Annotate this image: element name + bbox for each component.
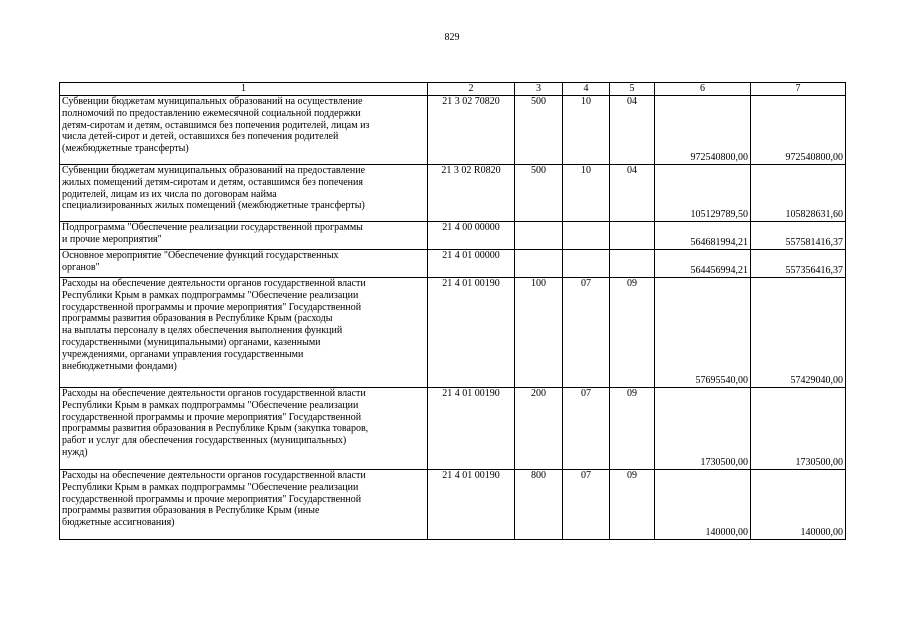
header-cell-2: 2 (428, 83, 515, 96)
row-code: 21 3 02 R0820 (428, 165, 515, 222)
table-header-row (60, 83, 846, 96)
row-col5: 09 (610, 470, 655, 540)
header-cell-7: 7 (751, 83, 846, 96)
row-amount-7: 140000,00 (751, 470, 846, 540)
row-amount-6: 564456994,21 (655, 250, 751, 278)
row-col3 (515, 250, 563, 278)
row-col4: 07 (563, 278, 610, 388)
row-name: Расходы на обеспечение деятельности органов государственной власти Республики Крым в рамках подпрограммы "Обеспечение реализации государственной программы и прочие мероприятия" Государственной программы развития образования в Республике Крым (иные бюджетные ассигнования) (60, 470, 428, 540)
header-cell-1: 1 (60, 83, 428, 96)
row-name: Расходы на обеспечение деятельности органов государственной власти Республики Крым в рамках подпрограммы "Обеспечение реализации государственной программы и прочие мероприятия" Государственной программы развития образования в Республике Крым (расходы на выплаты персоналу в целях обеспечения выполнения функций государственными (муниципальными) органами, казенными учреждениями, органами управления государственными внебюджетными фондами) (60, 278, 428, 388)
budget-table (59, 82, 846, 540)
row-col5: 09 (610, 388, 655, 470)
row-col4: 07 (563, 388, 610, 470)
row-code: 21 4 00 00000 (428, 222, 515, 250)
row-amount-7: 1730500,00 (751, 388, 846, 470)
table-row (60, 470, 846, 540)
row-name: Подпрограмма "Обеспечение реализации государственной программы и прочие мероприятия" (60, 222, 428, 250)
table-row (60, 250, 846, 278)
row-code: 21 4 01 00190 (428, 278, 515, 388)
row-amount-6: 564681994,21 (655, 222, 751, 250)
row-code: 21 4 01 00190 (428, 388, 515, 470)
row-amount-7: 557581416,37 (751, 222, 846, 250)
row-amount-6: 105129789,50 (655, 165, 751, 222)
row-col3: 100 (515, 278, 563, 388)
table-row (60, 96, 846, 165)
row-amount-6: 972540800,00 (655, 96, 751, 165)
row-col5: 09 (610, 278, 655, 388)
row-col4: 07 (563, 470, 610, 540)
row-code: 21 3 02 70820 (428, 96, 515, 165)
row-amount-6: 57695540,00 (655, 278, 751, 388)
header-cell-5: 5 (610, 83, 655, 96)
row-code: 21 4 01 00000 (428, 250, 515, 278)
table-row (60, 165, 846, 222)
row-col5 (610, 250, 655, 278)
row-amount-7: 972540800,00 (751, 96, 846, 165)
row-col3 (515, 222, 563, 250)
row-name: Субвенции бюджетам муниципальных образований на осуществление полномочий по предоставлению ежемесячной социальной поддержки детям-сиротам и детям, оставшимся без попечения родителей, лицам из числа детей-сирот и детей, оставшихся без попечения родителей (межбюджетные трансферты) (60, 96, 428, 165)
row-amount-6: 140000,00 (655, 470, 751, 540)
row-amount-7: 557356416,37 (751, 250, 846, 278)
row-amount-7: 57429040,00 (751, 278, 846, 388)
row-col4 (563, 250, 610, 278)
header-cell-4: 4 (563, 83, 610, 96)
row-col3: 200 (515, 388, 563, 470)
row-col3: 500 (515, 165, 563, 222)
row-col4: 10 (563, 96, 610, 165)
row-col3: 800 (515, 470, 563, 540)
table-row (60, 278, 846, 388)
row-col3: 500 (515, 96, 563, 165)
row-col5: 04 (610, 165, 655, 222)
table-row (60, 388, 846, 470)
row-col5 (610, 222, 655, 250)
row-name: Расходы на обеспечение деятельности органов государственной власти Республики Крым в рамках подпрограммы "Обеспечение реализации государственной программы и прочие мероприятия" Государственной программы развития образования в Республике Крым (закупка товаров, работ и услуг для обеспечения государственных (муниципальных) нужд) (60, 388, 428, 470)
row-col5: 04 (610, 96, 655, 165)
row-name: Основное мероприятие "Обеспечение функций государственных органов" (60, 250, 428, 278)
row-col4 (563, 222, 610, 250)
row-code: 21 4 01 00190 (428, 470, 515, 540)
row-amount-6: 1730500,00 (655, 388, 751, 470)
row-amount-7: 105828631,60 (751, 165, 846, 222)
header-cell-3: 3 (515, 83, 563, 96)
page-number: 829 (444, 32, 460, 43)
row-col4: 10 (563, 165, 610, 222)
header-cell-6: 6 (655, 83, 751, 96)
row-name: Субвенции бюджетам муниципальных образований на предоставление жилых помещений детям-сиротам и детям, оставшимся без попечения родителей, лицам из их числа по договорам найма специализированных жилых помещений (межбюджетные трансферты) (60, 165, 428, 222)
table-row (60, 222, 846, 250)
